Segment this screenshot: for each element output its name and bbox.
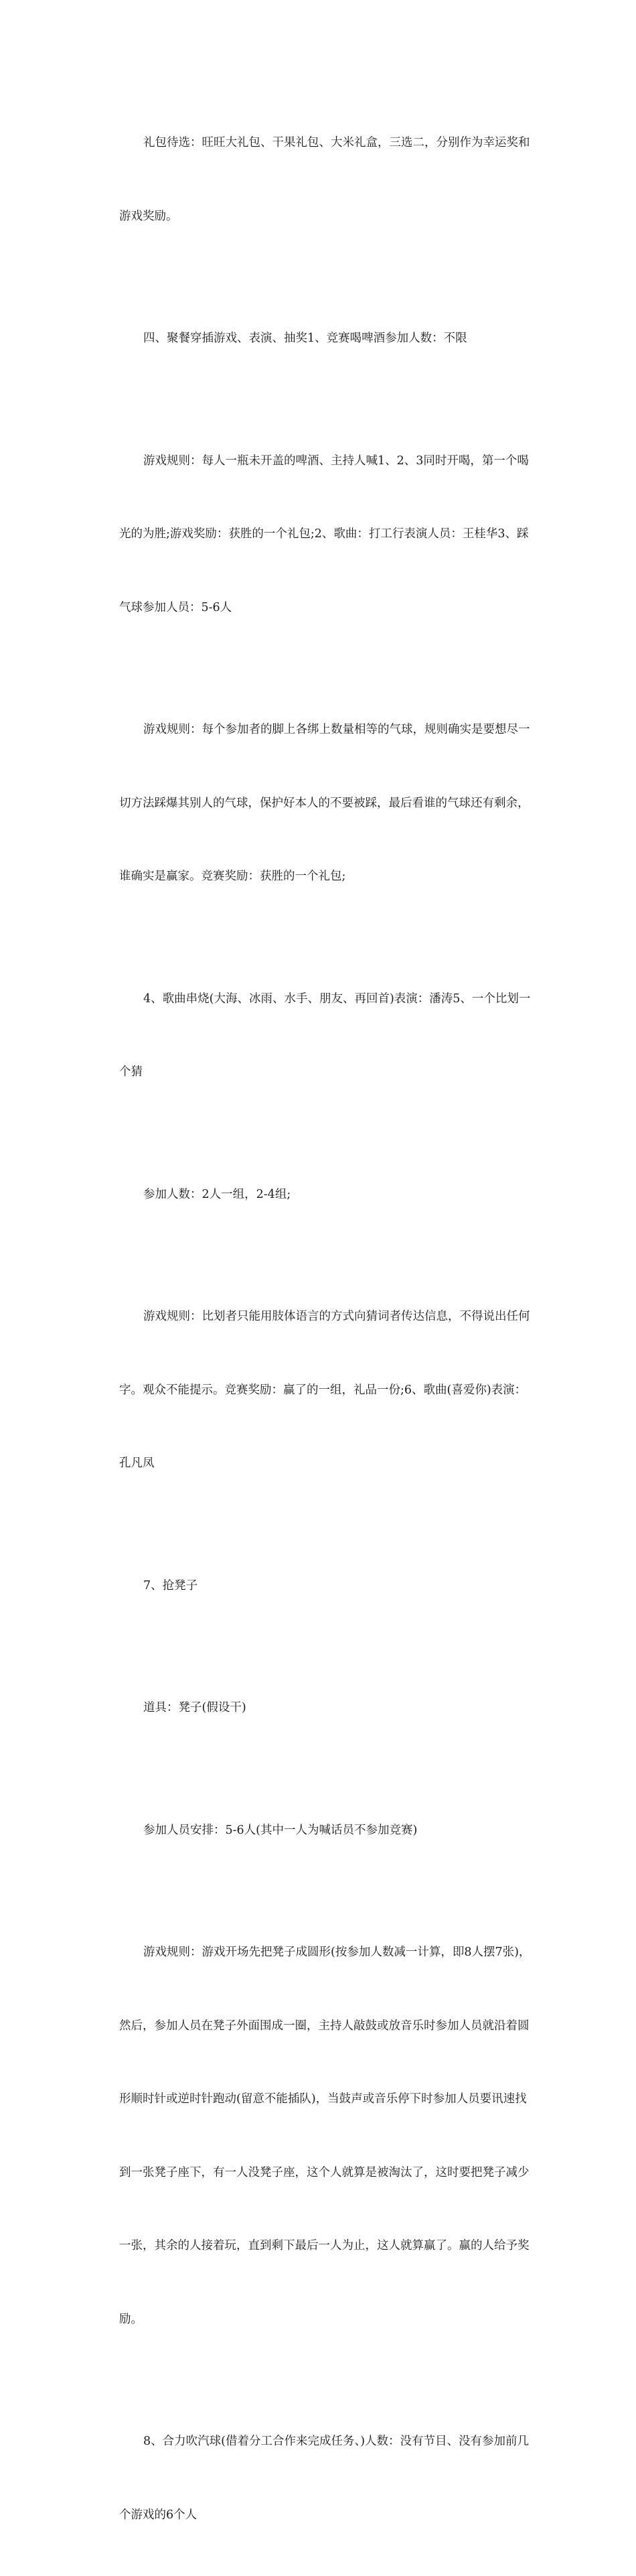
text-line: 参加人数：2人一组，2-4组;: [143, 1187, 291, 1201]
text-line: 4、歌曲串烧(大海、冰雨、水手、朋友、再回首)表演：潘涛5、一个比划一: [143, 992, 531, 1006]
paragraph-balloon-rules: [95, 669, 542, 938]
text-line: 光的为胜;游戏奖励：获胜的一个礼包;2、歌曲：打工行表演人员：王桂华3、踩: [119, 527, 529, 541]
text-line: 道具：凳子(假设干): [143, 1701, 246, 1714]
text-line: 到一张凳子座下，有一人没凳子座，这个人就算是被淘汰了，这时要把凳子减少: [119, 2165, 530, 2179]
paragraph-beer-rules: [95, 400, 542, 669]
text-line: 个猜: [119, 1065, 143, 1079]
document-body: [95, 82, 542, 2576]
paragraph-musical-chairs-rules: [95, 1891, 542, 2380]
paragraph-balloon-blowing: [95, 2380, 542, 2576]
text-line: 游戏规则：游戏开场先把凳子成圆形(按参加人数减一计算，即8人摆7张)，: [143, 1946, 531, 1959]
text-line: 参加人员安排：5-6人(其中一人为喊话员不参加竞赛): [143, 1823, 418, 1837]
paragraph-section-four-heading: [95, 277, 542, 400]
text-line: 形顺时针或逆时针跑动(留意不能插队)，当鼓声或音乐停下时参加人员要讯速找: [119, 2092, 527, 2106]
paragraph-gift-options: [95, 82, 542, 277]
text-line: 游戏奖励。: [119, 209, 178, 223]
paragraph-musical-chairs-title: [95, 1525, 542, 1647]
text-line: 四、聚餐穿插游戏、表演、抽奖1、竞赛喝啤酒参加人数：不限: [143, 332, 467, 345]
text-line: 一张，其余的人接着玩，直到剩下最后一人为止，这人就算赢了。赢的人给予奖: [119, 2239, 530, 2252]
text-line: 个游戏的6个人: [119, 2508, 197, 2522]
text-line: 孔凡凤: [119, 1456, 155, 1470]
text-line: 游戏规则：每个参加者的脚上各绑上数量相等的气球，规则确实是要想尽一: [143, 723, 530, 736]
text-line: 谁确实是赢家。竞赛奖励：获胜的一个礼包;: [119, 870, 346, 883]
text-line: 游戏规则：每人一瓶未开盖的啤酒、主持人喊1、2、3同时开喝，第一个喝: [143, 454, 529, 468]
paragraph-charades-rules: [95, 1256, 542, 1525]
paragraph-participants: [95, 1134, 542, 1256]
text-line: 7、抢凳子: [143, 1578, 198, 1592]
text-line: 气球参加人员：5-6人: [119, 600, 232, 614]
text-line: 8、合力吹汽球(借着分工合作来完成任务、)人数：没有节目、没有参加前几: [143, 2435, 530, 2448]
text-line: 然后，参加人员在凳子外面围成一圈，主持人敲鼓或放音乐时参加人员就沿着圆: [119, 2019, 530, 2033]
text-line: 励。: [119, 2312, 143, 2326]
text-line: 礼包待选：旺旺大礼包、干果礼包、大米礼盒，三选二，分别作为幸运奖和: [143, 136, 530, 149]
paragraph-participant-arrangement: [95, 1769, 542, 1892]
text-line: 切方法踩爆其别人的气球，保护好本人的不要被踩，最后看谁的气球还有剩余，: [119, 796, 530, 810]
paragraph-props: [95, 1647, 542, 1769]
text-line: 游戏规则：比划者只能用肢体语言的方式向猜词者传达信息，不得说出任何: [143, 1310, 530, 1323]
paragraph-song-medley: [95, 938, 542, 1134]
text-line: 字。观众不能提示。竞赛奖励：赢了的一组，礼品一份;6、歌曲(喜爱你)表演：: [119, 1383, 527, 1397]
